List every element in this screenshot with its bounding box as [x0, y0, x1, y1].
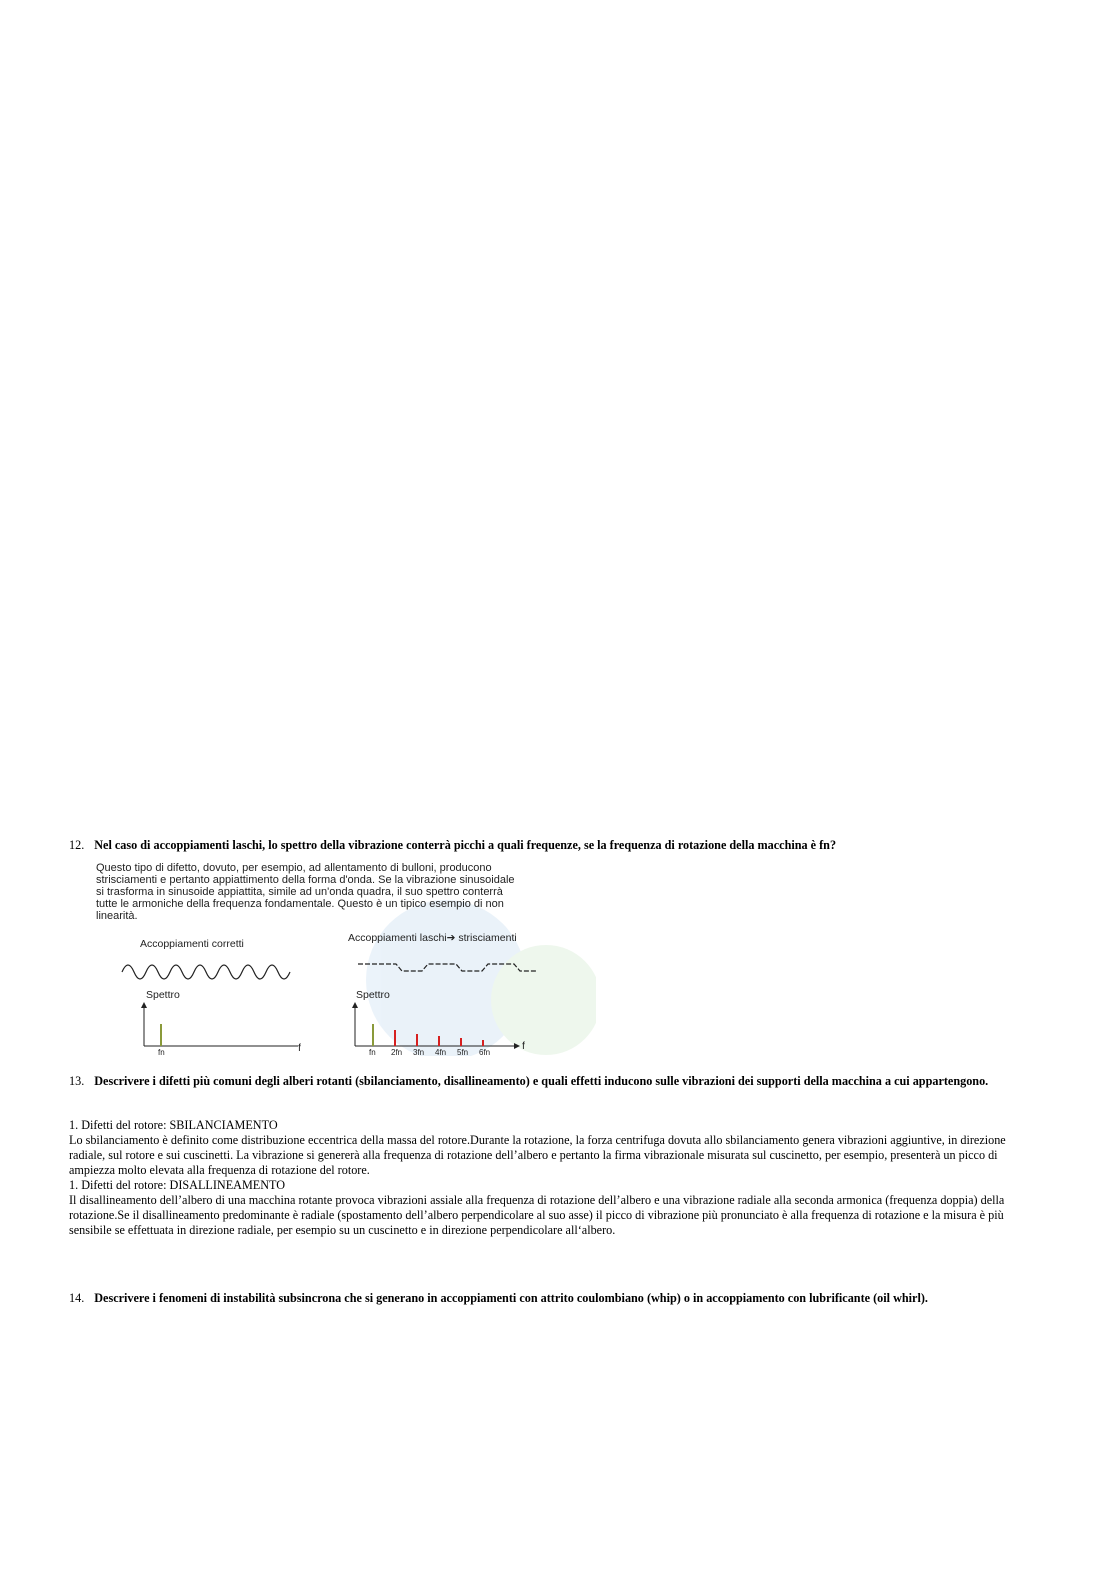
answer-heading: 1. Difetti del rotore: SBILANCIAMENTO [69, 1118, 278, 1132]
right-axis-arrow [352, 1002, 358, 1008]
question-14 [69, 1291, 1044, 1306]
spectrum-bar [372, 1024, 374, 1046]
tick-label: 4fn [435, 1048, 447, 1056]
question-text: Nel caso di accoppiamenti laschi, lo spettro della vibrazione conterrà picchi a quali frequenze, se la frequenza di rotazione della macchina è fn? [94, 838, 837, 852]
right-title: Accoppiamenti laschi➔ strisciamenti [348, 932, 517, 944]
question-12 [69, 838, 1044, 853]
spectrum-bar [394, 1030, 396, 1046]
spectrum-bar [460, 1038, 462, 1046]
figure-paragraph: Questo tipo di difetto, dovuto, per esempio, ad allentamento di bulloni, producono strisciamenti e pertanto appiattimento della forma d'onda. Se la vibrazione sinusoidale si trasforma in sinusoide appiattita, simile ad un'onda quadra, il suo spettro conterrà tutte le armoniche della frequenza fondamentale. Questo è un tipico esempio di non linearità. [96, 862, 515, 922]
answer-heading: 1. Difetti del rotore: DISALLINEAMENTO [69, 1178, 286, 1192]
left-axis-arrow [141, 1002, 147, 1008]
question-13 [69, 1074, 1044, 1089]
left-axis-label: f [298, 1042, 301, 1054]
spectrum-bar [438, 1036, 440, 1046]
answer-paragraph: Il disallineamento dell’albero di una macchina rotante provoca vibrazioni assiale alla frequenza di rotazione dell’albero e una vibrazione radiale alla seconda armonica (frequenza doppia) della rotazione.Se il disallineamento predominante è radiale (spostamento dell’albero perpendicolare al suo asse) il picco di vibrazione più pronunciato è alla frequenza di rotazione e la misura è più sensibile se effettuata in direzione radiale, per esempio su un cuscinetto e in direzione perpendicolare all‘albero. [69, 1193, 1005, 1237]
tick-label: 6fn [479, 1048, 491, 1056]
watermark-logo [366, 900, 596, 1056]
tick-label: 3fn [413, 1048, 425, 1056]
right-spectrum-label: Spettro [356, 989, 390, 1001]
spectrum-bar [416, 1034, 418, 1046]
left-title: Accoppiamenti corretti [140, 938, 244, 950]
right-axis-label: f [522, 1040, 525, 1052]
tick-label: 2fn [391, 1048, 403, 1056]
question-number: 13. [69, 1074, 85, 1088]
question-text: Descrivere i fenomeni di instabilità subsincrona che si generano in accoppiamenti con attrito coulombiano (whip) o in accoppiamento con lubrificante (oil whirl). [94, 1291, 928, 1305]
spectrum-bar [160, 1024, 162, 1046]
tick-label: 5fn [457, 1048, 469, 1056]
question-number: 14. [69, 1291, 85, 1305]
left-spectrum-label: Spettro [146, 989, 180, 1001]
answer-13 [69, 1118, 1044, 1238]
tick-label: fn [369, 1048, 376, 1056]
tick-label: fn [158, 1048, 165, 1056]
question-text: Descrivere i difetti più comuni degli alberi rotanti (sbilanciamento, disallineamento) e quali effetti inducono sulle vibrazioni dei supporti della macchina a cui appartengono. [94, 1074, 989, 1088]
vibration-figure [96, 860, 596, 1056]
sine-wave [122, 965, 290, 979]
spectrum-bar [482, 1040, 484, 1046]
answer-paragraph: Lo sbilanciamento è definito come distribuzione eccentrica della massa del rotore.Durante la rotazione, la forza centrifuga dovuta allo sbilanciamento genera vibrazioni aggiuntive, in direzione radiale, sul rotore e sui cuscinetti. La vibrazione si genererà alla frequenza di rotazione dell’albero e pertanto la firma vibrazionale misurata sul cuscinetto, per esempio, presenterà un picco di ampiezza molto elevata alla frequenza di rotazione del rotore. [69, 1133, 1006, 1177]
question-number: 12. [69, 838, 85, 852]
